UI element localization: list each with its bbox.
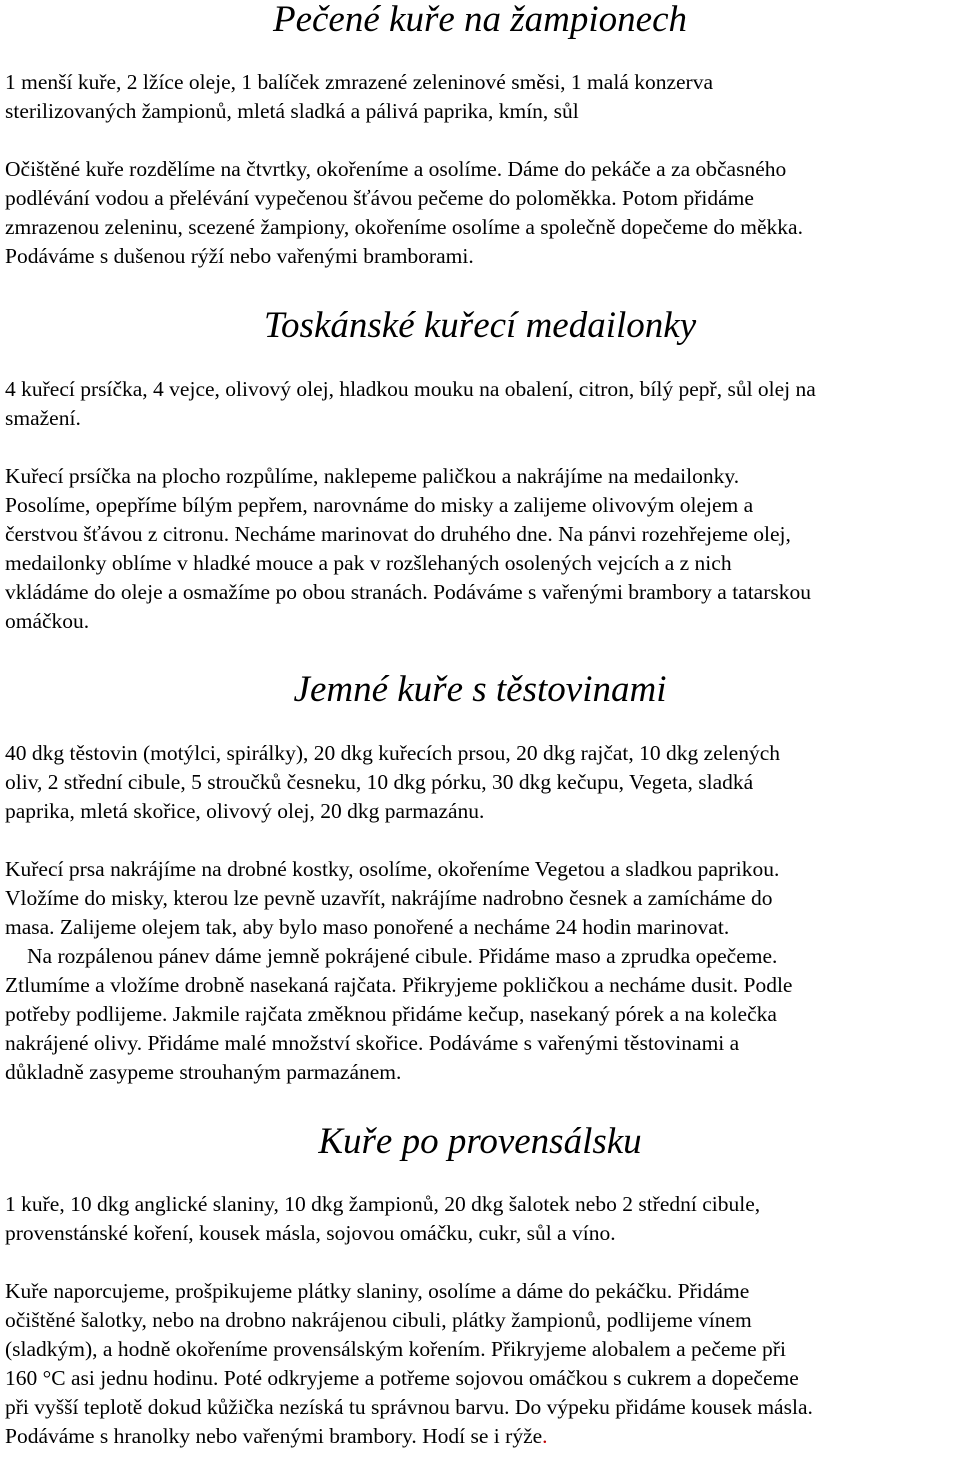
recipe-method-jemne-kure (5, 855, 960, 1087)
recipe-ingredients-jemne-kure (5, 739, 960, 826)
text-line: Kuřecí prsa nakrájíme na drobné kostky, osolíme, okořeníme Vegetou a sladkou paprikou. (5, 857, 780, 881)
text-line: medailonky oblíme v hladké mouce a pak v rozšlehaných osolených vejcích a z nich (5, 551, 732, 575)
text-line: Vložíme do misky, kterou lze pevně uzavřít, nakrájíme nadrobno česnek a zamícháme do (5, 886, 773, 910)
text-line: Posolíme, opepříme bílým pepřem, narovnáme do misky a zalijeme olivovým olejem a (5, 493, 754, 517)
text-line: 1 menší kuře, 2 lžíce oleje, 1 balíček zmrazené zeleninové směsi, 1 malá konzerva (5, 70, 713, 94)
text-line: Podáváme s dušenou rýží nebo vařenými bramborami. (5, 244, 474, 268)
text-line-content: Podáváme s hranolky nebo vařenými brambory. Hodí se i rýže (5, 1424, 543, 1448)
text-line: 40 dkg těstovin (motýlci, spirálky), 20 dkg kuřecích prsou, 20 dkg rajčat, 10 dkg zelených (5, 741, 781, 765)
recipe-ingredients-pecene-kure (5, 68, 960, 126)
recipe-method-pecene-kure (5, 155, 960, 271)
text-line: Kuře naporcujeme, prošpikujeme plátky slaniny, osolíme a dáme do pekáčku. Přidáme (5, 1279, 750, 1303)
recipe-title-kure-po-provensalsku: Kuře po provensálsku (318, 1121, 642, 1162)
text-line: sterilizovaných žampionů, mletá sladká a pálivá paprika, kmín, sůl (5, 99, 579, 123)
recipe-ingredients-toskanske-medailonky (5, 375, 960, 433)
recipe-ingredients-kure-po-provensalsku (5, 1190, 960, 1248)
text-line: smažení. (5, 406, 81, 430)
text-line-last (5, 1422, 960, 1451)
recipe-title-pecene-kure: Pečené kuře na žampionech (272, 0, 688, 40)
text-line: zmrazenou zeleninu, scezené žampiony, okořeníme osolíme a společně dopečeme do měkka. (5, 215, 803, 239)
text-line: 1 kuře, 10 dkg anglické slaniny, 10 dkg žampionů, 20 dkg šalotek nebo 2 střední cibule, (5, 1192, 761, 1216)
text-line: oliv, 2 střední cibule, 5 stroučků česneku, 10 dkg pórku, 30 dkg kečupu, Vegeta, sladká (5, 770, 754, 794)
text-line: podlévání vodou a přelévání vypečenou šťávou pečeme do poloměkka. Potom přidáme (5, 186, 754, 210)
text-line: masa. Zalijeme olejem tak, aby bylo maso ponořené a necháme 24 hodin marinovat. (5, 915, 730, 939)
text-line: čerstvou šťávou z citronu. Necháme marinovat do druhého dne. Na pánvi rozehřejeme olej, (5, 522, 791, 546)
text-line: Na rozpálenou pánev dáme jemně pokrájené cibule. Přidáme maso a zprudka opečeme. (27, 944, 778, 968)
text-line: paprika, mletá skořice, olivový olej, 20 dkg parmazánu. (5, 799, 485, 823)
final-period: . (542, 1424, 548, 1448)
text-line: při vyšší teplotě dokud kůžička nezíská tu správnou barvu. Do výpeku přidáme kousek másla. (5, 1395, 813, 1419)
recipe-title-toskanske-medailonky: Toskánské kuřecí medailonky (263, 305, 697, 346)
recipe-method-kure-po-provensalsku (5, 1277, 960, 1451)
text-line: (sladkým), a hodně okořeníme provensálským kořením. Přikryjeme alobalem a pečeme při (5, 1337, 786, 1361)
text-line: Ztlumíme a vložíme drobně nasekaná rajčata. Přikryjeme pokličkou a necháme dusit. Podle (5, 973, 793, 997)
text-line: potřeby podlijeme. Jakmile rajčata změknou přidáme kečup, nasekaný pórek a na kolečka (5, 1002, 777, 1026)
text-line: vkládáme do oleje a osmažíme po obou stranách. Podáváme s vařenými brambory a tatarskou (5, 580, 811, 604)
text-line: provenstánské koření, kousek másla, sojovou omáčku, cukr, sůl a víno. (5, 1221, 616, 1245)
recipe-method-toskanske-medailonky (5, 462, 960, 636)
text-line: očištěné šalotky, nebo na drobno nakrájenou cibuli, plátky žampionů, podlijeme vínem (5, 1308, 752, 1332)
text-line: Kuřecí prsíčka na plocho rozpůlíme, naklepeme paličkou a nakrájíme na medailonky. (5, 464, 740, 488)
text-line: 4 kuřecí prsíčka, 4 vejce, olivový olej, hladkou mouku na obalení, citron, bílý pepř, sůl olej na (5, 377, 816, 401)
text-line: 160 °C asi jednu hodinu. Poté odkryjeme a potřeme sojovou omáčkou s cukrem a dopečeme (5, 1366, 799, 1390)
recipe-title-jemne-kure: Jemné kuře s těstovinami (293, 669, 667, 710)
text-line: nakrájené olivy. Přidáme malé množství skořice. Podáváme s vařenými těstovinami a (5, 1031, 740, 1055)
text-line: důkladně zasypeme strouhaným parmazánem. (5, 1060, 402, 1084)
text-line: Očištěné kuře rozdělíme na čtvrtky, okořeníme a osolíme. Dáme do pekáče a za občasného (5, 157, 787, 181)
text-line: omáčkou. (5, 609, 90, 633)
